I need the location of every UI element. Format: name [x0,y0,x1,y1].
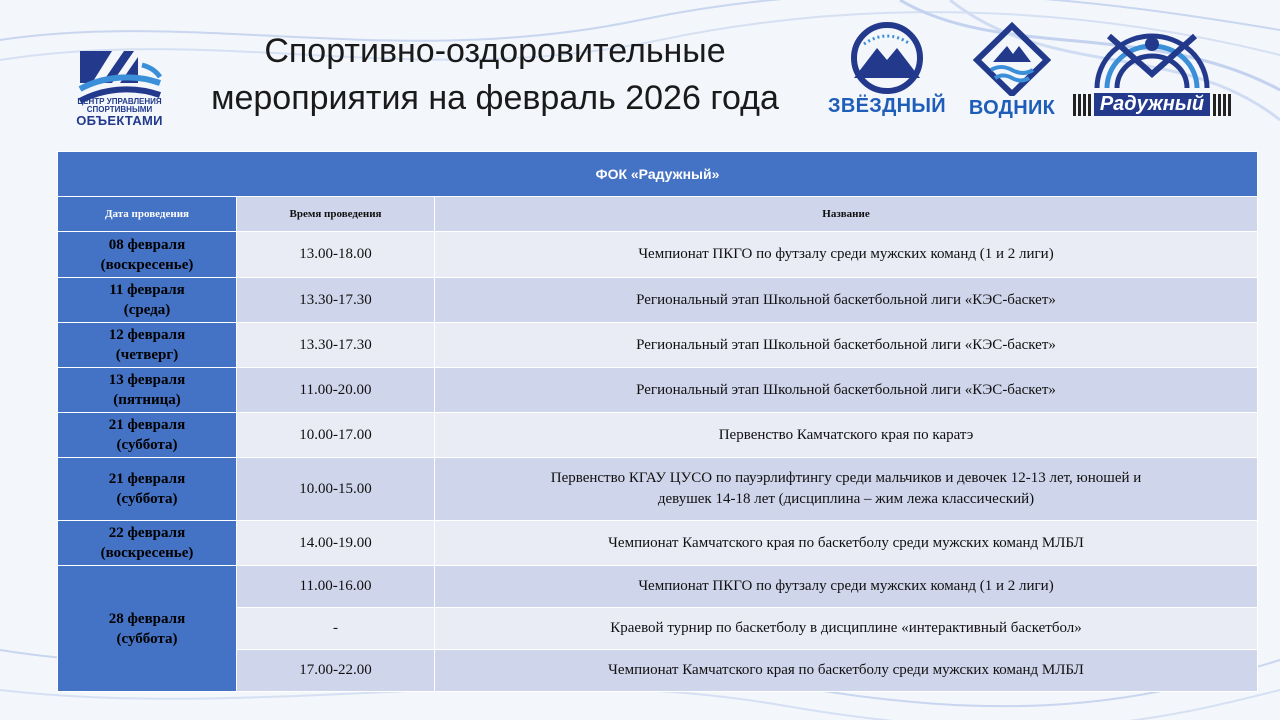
events-table [57,151,1258,692]
dumbbell-left-icon [1073,94,1091,116]
vodnik-logo [962,22,1062,120]
page-title [170,28,820,122]
time-cell: 13.00-18.00 [237,232,435,278]
vodnik-label: ВОДНИК [968,97,1056,119]
column-header-time: Время проведения [237,197,435,232]
header [0,0,1280,140]
date-day: 28 февраля [108,610,186,627]
date-weekday: (суббота) [116,491,178,507]
page-title-line1: Спортивно-оздоровительные [264,32,726,70]
table-row [58,458,1258,521]
table-caption-row [58,152,1258,197]
date-day: 13 февраля [108,372,186,388]
cuso-line2: СПОРТИВНЫМИ [86,105,153,114]
table-row [58,232,1258,278]
name-cell: Чемпионат ПКГО по футзалу среди мужских команд (1 и 2 лиги) [435,566,1258,608]
time-cell: 10.00-17.00 [237,413,435,458]
date-cell [58,458,237,521]
date-day: 21 февраля [108,471,186,487]
date-weekday: (воскресенье) [100,256,194,273]
name-cell: Чемпионат Камчатского края по баскетболу среди мужских команд МЛБЛ [435,650,1258,692]
date-day: 22 февраля [108,525,186,541]
table-row [58,650,1258,692]
date-day: 11 февраля [109,282,185,298]
raduzhny-label: Радужный [1094,93,1210,116]
table-row [58,278,1258,323]
raduzhny-logo [1072,30,1232,116]
table-caption: ФОК «Радужный» [58,152,1258,197]
cuso-line3: ОБЪЕКТАМИ [76,113,163,128]
column-header-name: Название [435,197,1258,232]
time-cell: 11.00-16.00 [237,566,435,608]
name-cell: Чемпионат Камчатского края по баскетболу среди мужских команд МЛБЛ [435,521,1258,566]
date-cell [58,566,237,692]
name-line1: Первенство КГАУ ЦУСО по пауэрлифтингу среди мальчиков и девочек 12-13 лет, юношей и [550,470,1142,486]
time-cell: 11.00-20.00 [237,368,435,413]
date-weekday: (пятница) [113,392,181,408]
zvezdny-mountain-icon [842,22,932,94]
date-day: 12 февраля [108,327,186,343]
name-cell: Краевой турнир по баскетболу в дисциплине «интерактивный баскетбол» [435,608,1258,650]
time-cell: 13.30-17.30 [237,323,435,368]
date-cell [58,368,237,413]
table-row [58,521,1258,566]
dumbbell-right-icon [1213,94,1231,116]
date-cell [58,413,237,458]
name-cell: Чемпионат ПКГО по футзалу среди мужских команд (1 и 2 лиги) [435,232,1258,278]
time-cell: - [237,608,435,650]
cuso-line1: ЦЕНТР УПРАВЛЕНИЯ [77,97,162,106]
date-day: 21 февраля [108,417,186,433]
events-table-wrap [57,151,1257,692]
time-cell: 17.00-22.00 [237,650,435,692]
table-row [58,413,1258,458]
table-row [58,608,1258,650]
raduzhny-arc-icon [1077,30,1227,90]
name-cell: Региональный этап Школьной баскетбольной лиги «КЭС-баскет» [435,368,1258,413]
page-title-line2: мероприятия на февраль 2026 года [211,79,779,117]
name-line2: девушек 14-18 лет (дисциплина – жим лежа классический) [657,491,1035,507]
date-cell [58,521,237,566]
date-weekday: (воскресенье) [100,545,194,561]
date-cell [58,278,237,323]
zvezdny-logo [828,22,946,118]
date-weekday: (четверг) [115,347,179,363]
raduzhny-label-bar [1072,93,1232,116]
name-cell: Региональный этап Школьной баскетбольной лиги «КЭС-баскет» [435,323,1258,368]
date-weekday: (среда) [123,302,171,318]
date-cell [58,232,237,278]
table-row [58,368,1258,413]
date-weekday: (суббота) [116,630,178,647]
time-cell: 10.00-15.00 [237,458,435,521]
table-header-row [58,197,1258,232]
time-cell: 13.30-17.30 [237,278,435,323]
date-weekday: (суббота) [116,437,178,453]
name-cell: Региональный этап Школьной баскетбольной лиги «КЭС-баскет» [435,278,1258,323]
cuso-logo-text [72,98,167,127]
date-day: 08 февраля [108,236,186,253]
name-cell: Первенство Камчатского края по каратэ [435,413,1258,458]
date-cell [58,323,237,368]
table-row [58,323,1258,368]
vodnik-drop-icon [973,22,1051,96]
name-cell [435,458,1258,521]
column-header-date: Дата проведения [58,197,237,232]
time-cell: 14.00-19.00 [237,521,435,566]
table-row [58,566,1258,608]
zvezdny-label: ЗВЁЗДНЫЙ [828,95,946,117]
